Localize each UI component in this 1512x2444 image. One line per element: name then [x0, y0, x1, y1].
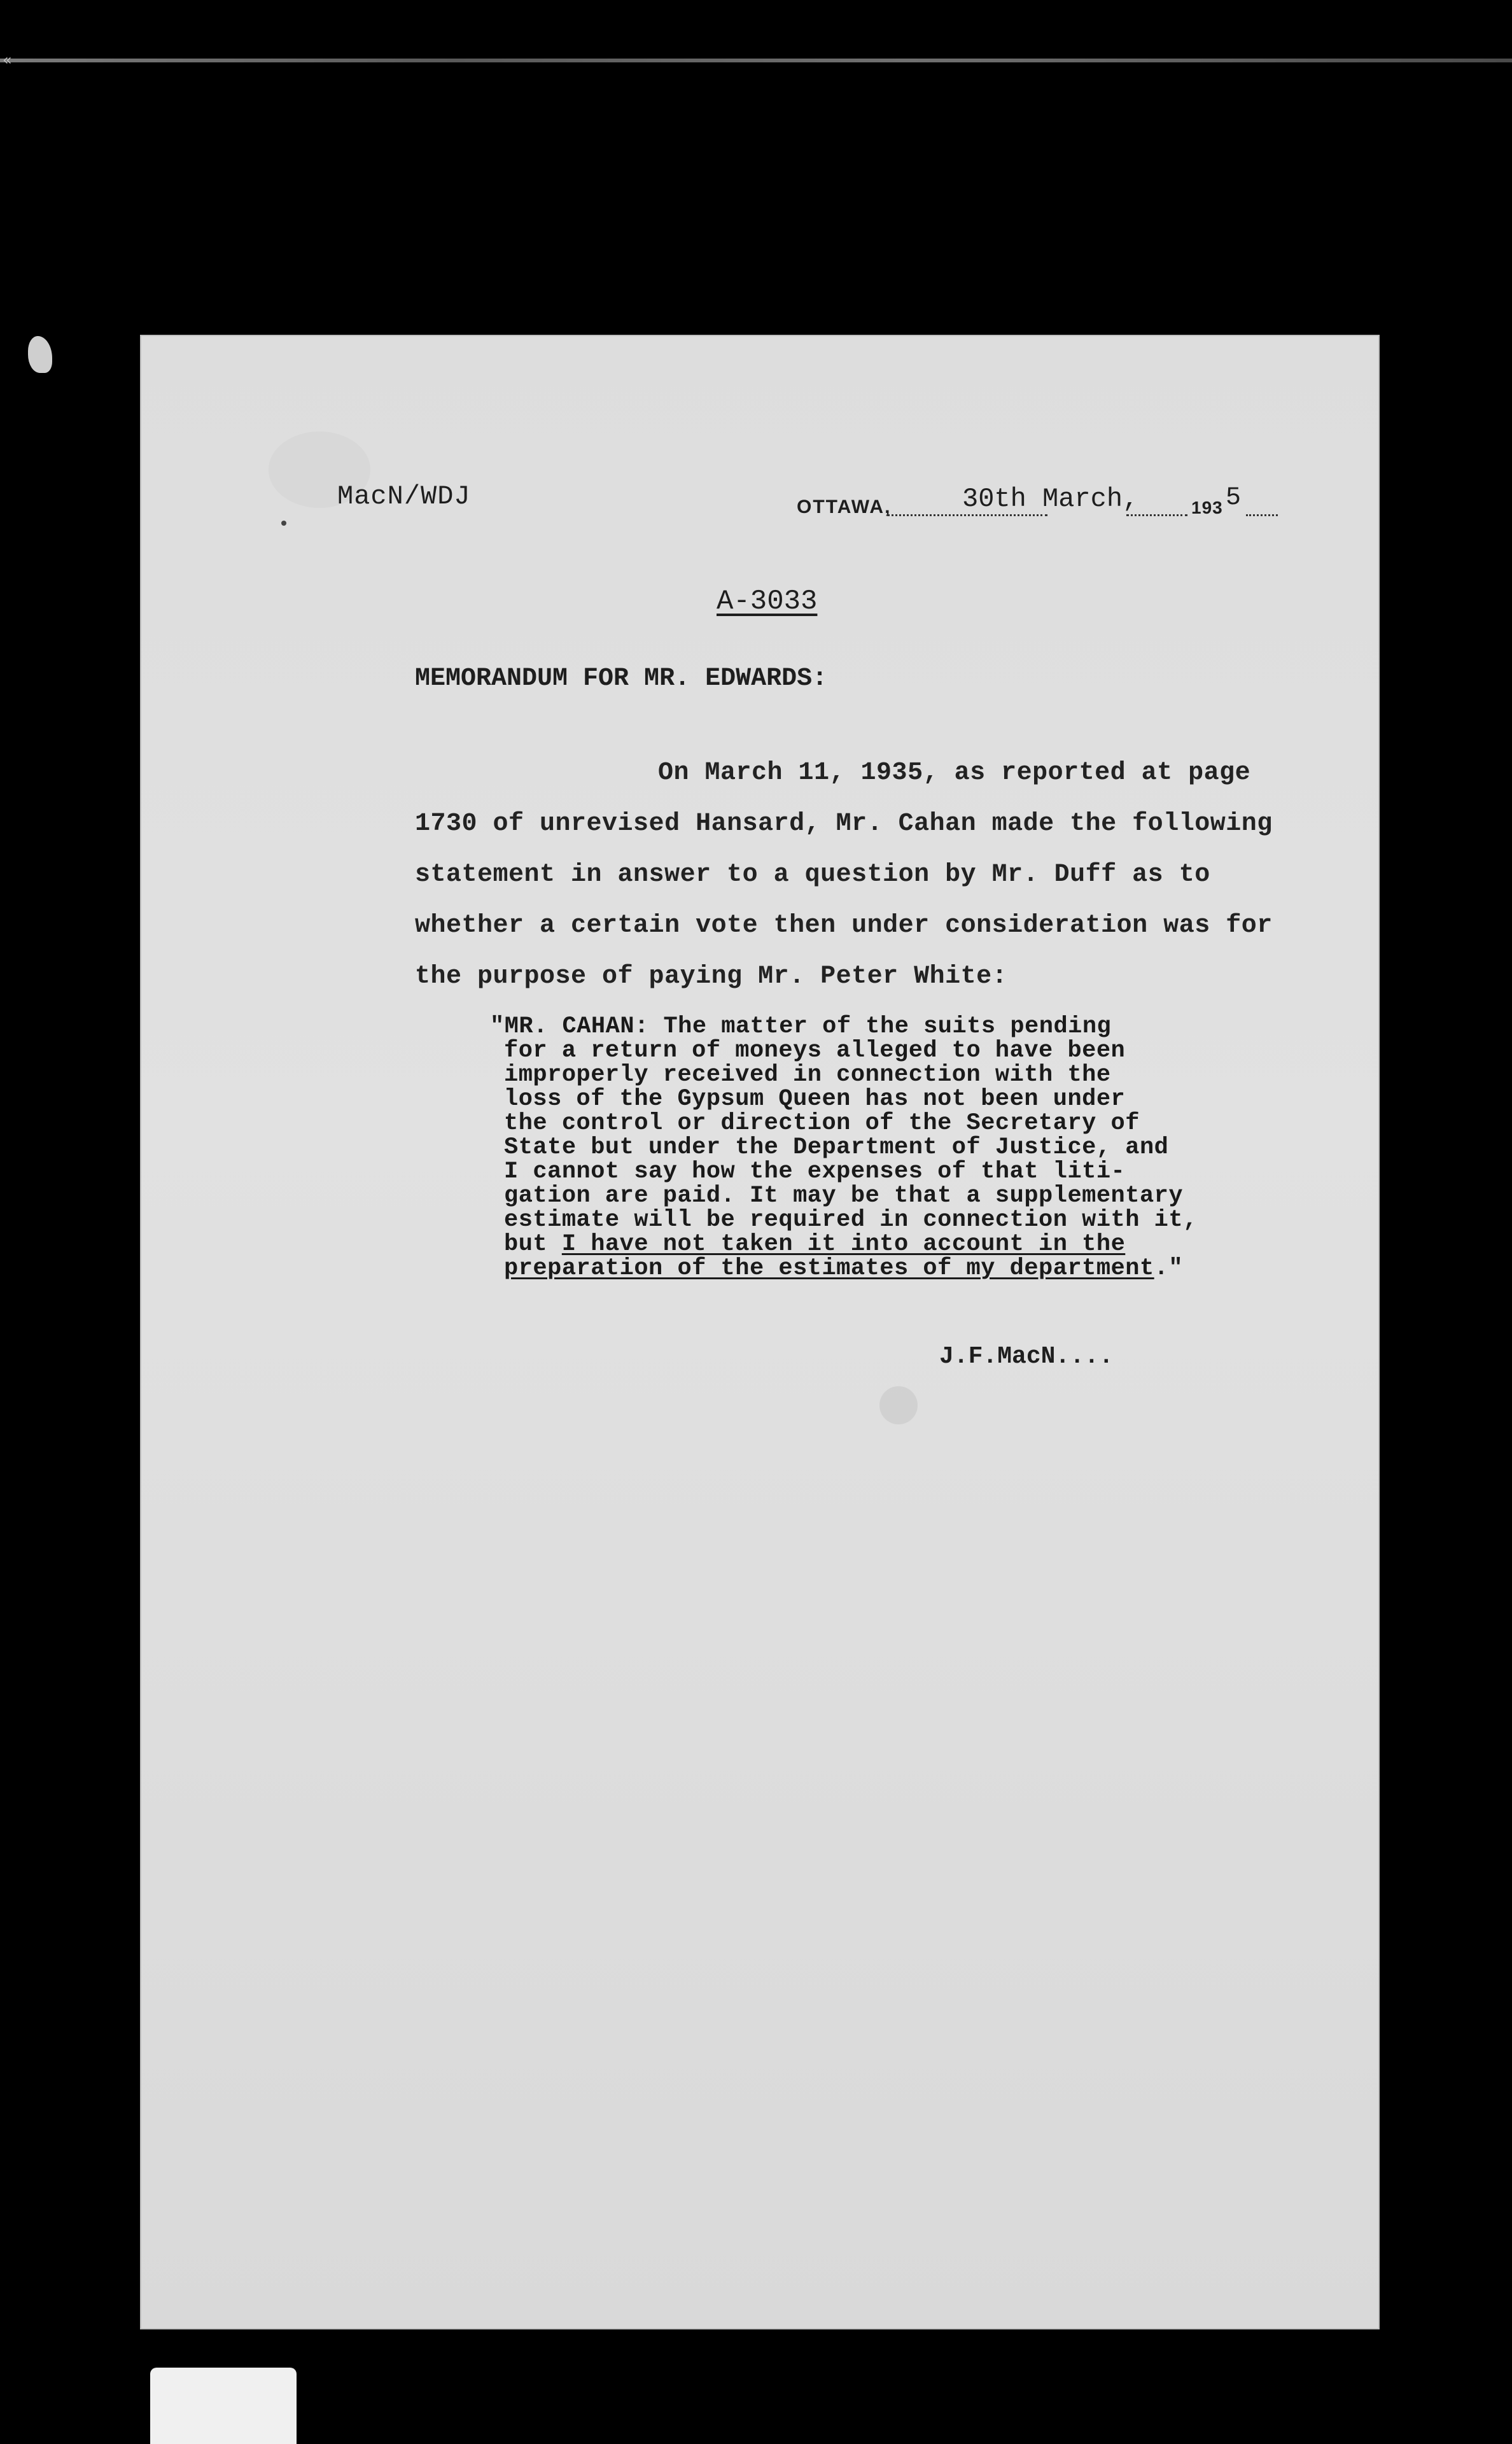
quote-plain-fragment: but: [504, 1231, 562, 1258]
quote-line: for a return of moneys alleged to have been: [504, 1037, 1126, 1064]
quote-line-underlined: [504, 1255, 1183, 1282]
body-line: statement in answer to a question by Mr. Duff as to: [415, 860, 1210, 889]
body-line: On March 11, 1935, as reported at page: [658, 759, 1251, 787]
quote-line: gation are paid. It may be that a supplementary: [504, 1183, 1184, 1209]
quote-line: State but under the Department of Justice, and: [504, 1134, 1169, 1161]
film-edge-mark: «: [3, 51, 12, 69]
ink-dot: [281, 521, 286, 526]
quote-line: estimate will be required in connection with it,: [504, 1207, 1198, 1233]
margin-blot: [28, 336, 52, 373]
reference-code: MacN/WDJ: [337, 481, 471, 512]
memo-title: MEMORANDUM FOR MR. EDWARDS:: [415, 664, 828, 693]
year-dotted-line: [1246, 514, 1278, 516]
quote-line: I cannot say how the expenses of that liti-: [504, 1158, 1126, 1185]
body-line: whether a certain vote then under consideration was for: [415, 911, 1273, 940]
memo-page: [141, 336, 1378, 2328]
quote-line: "MR. CAHAN: The matter of the suits pending: [490, 1013, 1112, 1040]
quote-line: the control or direction of the Secretary of: [504, 1110, 1140, 1137]
place-label: OTTAWA,: [797, 496, 892, 517]
film-edge-rule: [0, 59, 1512, 62]
quote-underlined-fragment: preparation of the estimates of my department: [504, 1255, 1154, 1282]
quote-line: improperly received in connection with the: [504, 1062, 1111, 1088]
quote-line: loss of the Gypsum Queen has not been under: [504, 1086, 1126, 1113]
year-prefix: 193: [1191, 498, 1223, 517]
body-line: 1730 of unrevised Hansard, Mr. Cahan made the following: [415, 810, 1273, 838]
body-line: the purpose of paying Mr. Peter White:: [415, 962, 1008, 991]
quote-underlined-fragment: I have not taken it into account in the: [561, 1231, 1126, 1258]
date-dotted-line: [887, 514, 1047, 516]
date-dotted-line-2: [1126, 514, 1187, 516]
date-text: 30th March,: [962, 484, 1139, 514]
film-tab: [150, 2368, 297, 2444]
quote-line-underlined: [504, 1231, 1125, 1258]
paper-smudge: [879, 1386, 918, 1424]
year-digit: 5: [1226, 484, 1242, 512]
quote-closing: .": [1154, 1255, 1184, 1282]
signature-initials: J.F.MacN....: [939, 1343, 1114, 1370]
file-number: A-3033: [717, 586, 818, 617]
